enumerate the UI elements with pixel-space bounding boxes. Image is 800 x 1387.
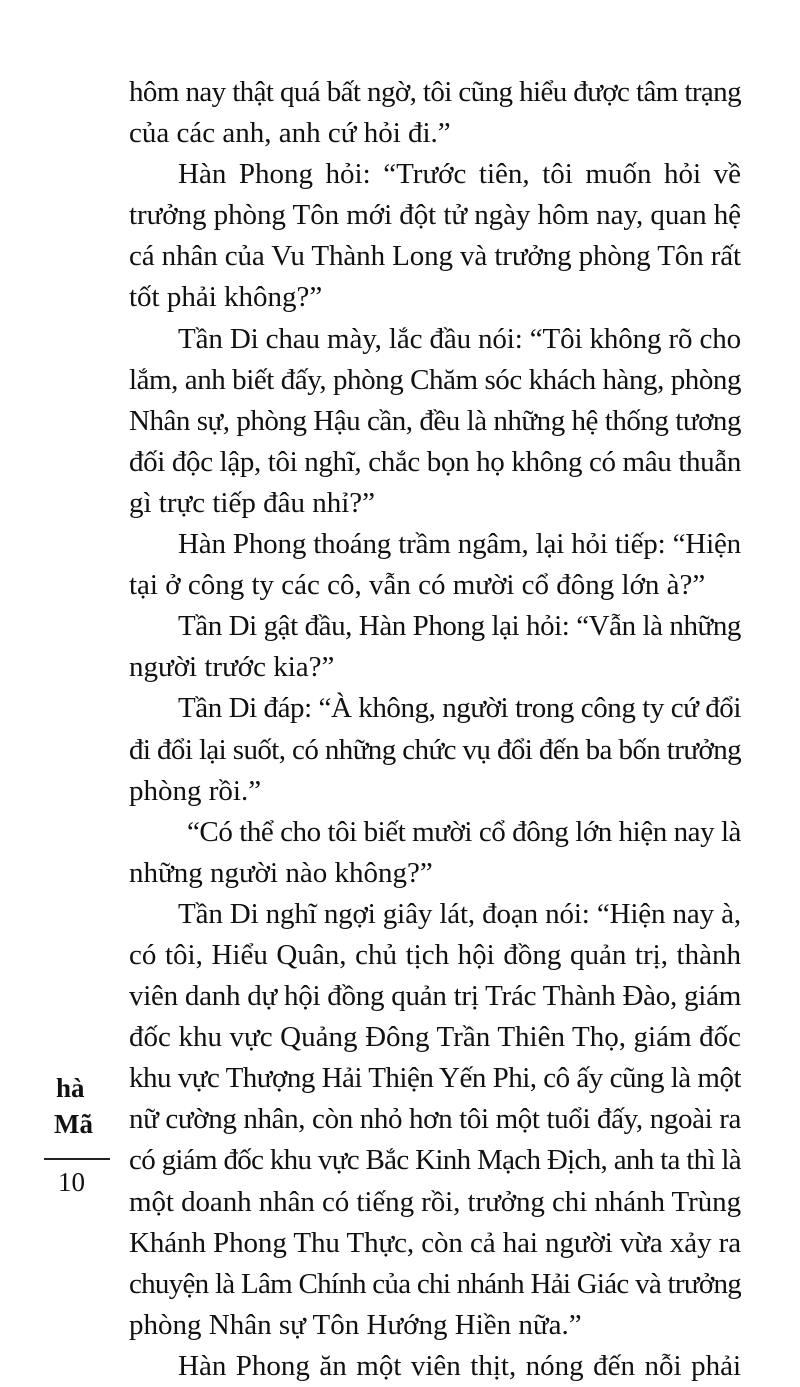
page-number-rule	[44, 1158, 110, 1160]
text-line: lắm, anh biết đấy, phòng Chăm sóc khách hàng, phòng	[129, 363, 741, 396]
text-line: có giám đốc khu vực Bắc Kinh Mạch Địch, anh ta thì là	[129, 1144, 741, 1177]
text-line: tại ở công ty các cô, vẫn có mười cổ đông lớn à?”	[129, 569, 706, 602]
text-line: của các anh, anh cứ hỏi đi.”	[129, 117, 451, 150]
text-line: Hàn Phong hỏi: “Trước tiên, tôi muốn hỏi về	[178, 158, 741, 191]
text-line: hôm nay thật quá bất ngờ, tôi cũng hiểu được tâm trạng	[129, 76, 741, 108]
text-line: đốc khu vực Quảng Đông Trần Thiên Thọ, giám đốc	[129, 1021, 741, 1054]
series-logo	[50, 1070, 110, 1142]
series-logo-line: hà	[56, 1073, 85, 1103]
text-line: phòng Nhân sự Tôn Hướng Hiền nữa.”	[129, 1308, 582, 1341]
text-line: gì trực tiếp đâu nhỉ?”	[129, 486, 376, 519]
series-logo-line: Mã	[54, 1109, 93, 1139]
text-line: người trước kia?”	[129, 651, 335, 684]
text-line: Tần Di gật đầu, Hàn Phong lại hỏi: “Vẫn là những	[178, 610, 741, 643]
text-line: Khánh Phong Thu Thực, còn cả hai người vừa xảy ra	[129, 1226, 741, 1259]
body-text	[129, 72, 741, 1387]
page-number: 10	[58, 1167, 85, 1197]
text-line: phòng rồi.”	[129, 774, 262, 807]
text-line: một doanh nhân có tiếng rồi, trưởng chi nhánh Trùng	[129, 1185, 741, 1218]
text-line: đi đổi lại suốt, có những chức vụ đổi đến ba bốn trưởng	[129, 733, 741, 766]
text-line: trưởng phòng Tôn mới đột tử ngày hôm nay, quan hệ	[129, 199, 741, 232]
text-line: Hàn Phong ăn một viên thịt, nóng đến nỗi phải	[178, 1349, 741, 1382]
text-line: Nhân sự, phòng Hậu cần, đều là những hệ thống tương	[129, 404, 741, 437]
text-line: Hàn Phong thoáng trầm ngâm, lại hỏi tiếp: “Hiện	[178, 528, 741, 561]
text-line: có tôi, Hiểu Quân, chủ tịch hội đồng quản trị, thành	[129, 938, 741, 971]
text-line: cá nhân của Vu Thành Long và trưởng phòng Tôn rất	[129, 240, 741, 273]
text-line: nữ cường nhân, còn nhỏ hơn tôi một tuổi đấy, ngoài ra	[129, 1103, 741, 1136]
text-line: Tần Di nghĩ ngợi giây lát, đoạn nói: “Hiện nay à,	[178, 897, 741, 930]
text-line: Tần Di chau mày, lắc đầu nói: “Tôi không rõ cho	[178, 322, 741, 355]
text-line: viên danh dự hội đồng quản trị Trác Thành Đào, giám	[129, 980, 741, 1013]
text-line: khu vực Thượng Hải Thiện Yến Phi, cô ấy cũng là một	[129, 1062, 741, 1095]
text-line: “Có thể cho tôi biết mười cổ đông lớn hiện nay là	[187, 815, 741, 848]
text-line: đối độc lập, tôi nghĩ, chắc bọn họ không có mâu thuẫn	[129, 445, 741, 478]
text-line: những người nào không?”	[129, 856, 433, 889]
text-line: tốt phải không?”	[129, 281, 323, 314]
text-line: Tần Di đáp: “À không, người trong công ty cứ đổi	[178, 692, 741, 725]
text-line: chuyện là Lâm Chính của chi nhánh Hải Giác và trưởng	[129, 1267, 741, 1300]
